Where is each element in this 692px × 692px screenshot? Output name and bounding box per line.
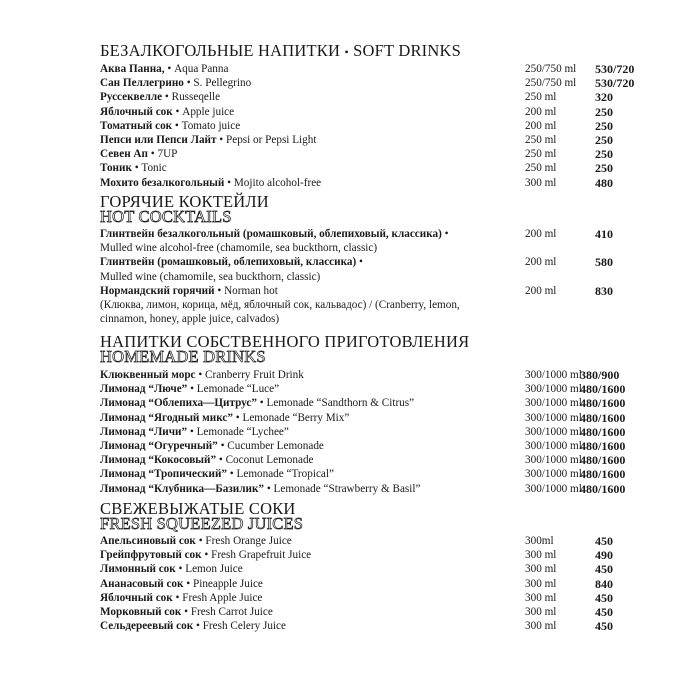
item-price: 450 [595,604,613,619]
item-volume: 200 ml [525,105,557,118]
list-item-translation [100,241,660,255]
section-title-ru: БЕЗАЛКОГОЛЬНЫЕ НАПИТКИ [100,41,341,60]
item-name-ru: Нормандский горячий [100,284,215,297]
item-description [100,298,660,312]
item-name-ru: Лимонад “Облепиха—Цитрус” [100,397,257,410]
separator-dot: • [174,119,179,132]
separator-dot: • [134,162,139,175]
item-volume: 200 ml [525,228,557,240]
item-name-en: Fresh Orange Juice [205,535,292,547]
item-name-ru: Морковный сок [100,605,182,618]
item-name-ru: Клюквенный морс [100,369,196,381]
list-item [100,147,660,161]
section-title [100,42,660,61]
item-price: 450 [595,534,613,548]
item-price: 480 [595,175,613,190]
list-item [100,425,660,439]
item-list [100,62,660,190]
item-name-ru: Лимонад “Личи” [100,425,188,438]
item-price: 480/1600 [580,453,626,468]
item-name-en: Cucumber Lemonade [227,439,324,452]
item-name-ru: Глинтвейн (ромашковый, облепиховый, классика) [100,256,357,269]
item-volume: 250 ml [525,133,557,146]
list-item [100,119,660,133]
section-title-ru: СВЕЖЕВЫЖАТЫЕ СОКИ [100,499,296,518]
item-volume: 250 ml [525,148,557,161]
item-price: 250 [595,147,613,162]
section-title-ru: НАПИТКИ СОБСТВЕННОГО ПРИГОТОВЛЕНИЯ [100,332,470,351]
item-price: 830 [595,283,613,298]
separator-dot: • [266,482,271,495]
item-name-en: Fresh Grapefruit Juice [211,549,312,562]
item-name-ru: Сельдереевый сок [100,620,194,633]
item-name-en: Aqua Panna [171,63,229,75]
item-name-ru: Тоник [100,162,132,175]
item-name-en: Lemon Juice [185,563,243,576]
item-name-en: Cranberry Fruit Drink [205,369,304,381]
separator-dot: • [227,176,232,189]
item-name-en: Tonic [141,162,167,175]
list-item [100,133,660,147]
section-homemade-drinks [100,333,660,496]
item-volume: 300/1000 ml [525,439,582,452]
list-item [100,482,660,496]
item-name-en: Lemonade “Luce” [196,383,280,396]
item-volume: 250/750 ml [525,63,577,75]
list-item [100,548,660,562]
list-item [100,591,660,605]
item-name-en: S. Pellegrino [193,77,252,90]
list-item [100,453,660,467]
item-name-en: Pepsi or Pepsi Light [226,133,317,146]
item-price: 480/1600 [580,467,626,482]
item-name-en: Pineapple Juice [192,577,263,590]
item-volume: 300 ml [525,620,557,633]
item-volume: 300/1000 ml [525,482,582,495]
item-price: 480/1600 [580,424,626,439]
item-volume: 300 ml [525,176,557,189]
separator-dot: • [178,563,183,576]
separator-dot: • [444,228,449,240]
item-price: 250 [595,104,613,119]
item-description-line: (Клюква, лимон, корица, мёд, яблочный сок, кальвадос) / (Cranberry, lemon, [100,298,460,311]
item-name-ru: Лимонад “Огуречный” [100,439,218,452]
item-name-en: Fresh Carrot Juice [190,605,273,618]
separator-dot: • [218,454,223,467]
item-volume: 250 ml [525,162,557,175]
item-name-en: Mojito alcohol-free [233,176,322,189]
item-price: 530/720 [595,62,635,76]
item-volume: 300 ml [525,577,557,590]
section-title-en: SOFT DRINKS [353,41,461,60]
list-item [100,396,660,410]
title-separator: • [344,45,349,59]
section-hot-cocktails [100,193,660,326]
separator-dot: • [198,369,203,381]
item-name-ru: Лимонад “Тропический” [100,468,227,481]
item-name-en: Lemonade “Tropical” [236,468,334,481]
item-volume: 300 ml [525,563,557,576]
item-volume: 300/1000 ml [525,369,582,381]
item-description [100,312,660,326]
item-name-ru: Ананасовый сок [100,577,184,590]
separator-dot: • [229,468,234,481]
item-price: 450 [595,590,613,605]
separator-dot: • [186,77,191,90]
separator-dot: • [167,63,172,75]
section-title-en: HOT COCKTAILS [100,207,232,226]
item-price: 450 [595,562,613,577]
item-name-ru: Лимонный сок [100,563,176,576]
list-item [100,76,660,90]
separator-dot: • [219,133,224,146]
list-item [100,161,660,175]
item-name-en: Fresh Celery Juice [202,620,286,633]
section-title-en: FRESH SQUEEZED JUICES [100,514,304,533]
item-name-en: Lemonade “Strawberry & Basil” [273,482,421,495]
section-title-en: HOMEMADE DRINKS [100,347,266,366]
separator-dot: • [186,577,191,590]
item-price: 580 [595,255,613,270]
item-name-en: Lemonade “Lychee” [196,425,289,438]
section-title-ru: ГОРЯЧИЕ КОКТЕЙЛИ [100,192,269,211]
item-name-ru: Глинтвейн безалкогольный (ромашковый, облепиховый, классика) [100,228,442,240]
item-volume: 250 ml [525,91,557,104]
item-volume: 200 ml [525,119,557,132]
list-item [100,439,660,453]
separator-dot: • [220,439,225,452]
list-item [100,619,660,633]
item-price: 410 [595,227,613,241]
item-volume: 300/1000 ml [525,397,582,410]
separator-dot: • [204,549,209,562]
list-item [100,577,660,591]
item-volume: 300 ml [525,605,557,618]
separator-dot: • [195,620,200,633]
list-item [100,255,660,269]
item-name-en: Norman hot [224,284,278,297]
item-name-ru: Яблочный сок [100,105,173,118]
item-name-en: Fresh Apple Juice [182,591,263,604]
item-name-en: 7UP [157,148,178,161]
item-name-ru: Томатный сок [100,119,173,132]
list-item [100,176,660,190]
item-volume: 300 ml [525,549,557,562]
item-volume: 300ml [525,535,554,547]
item-volume: 200 ml [525,284,557,297]
list-item [100,411,660,425]
item-price: 480/1600 [580,396,626,411]
item-volume: 300/1000 ml [525,468,582,481]
item-volume: 200 ml [525,256,557,269]
item-volume: 300/1000 ml [525,383,582,396]
item-name-en: Tomato juice [181,119,241,132]
item-volume: 300/1000 ml [525,454,582,467]
item-name-en: Mulled wine alcohol-free (chamomile, sea buckthorn, classic) [100,242,378,255]
item-name-en: Russeqelle [171,91,221,104]
item-name-en: Lemonade “Sandthorn & Citrus” [266,397,415,410]
item-name-ru: Грейпфрутовый сок [100,549,202,562]
item-name-ru: Апельсиновый сок [100,535,196,547]
item-name-ru: Аква Панна, [100,63,168,75]
item-price: 480/1600 [580,410,626,425]
item-name-ru: Лимонад “Кокосовый” [100,454,217,467]
item-list [100,227,660,326]
separator-dot: • [217,284,222,297]
list-item [100,562,660,576]
item-name-ru: Руссеквелле [100,91,163,104]
item-price: 480/1600 [580,481,626,496]
separator-dot: • [150,148,155,161]
list-item [100,467,660,481]
item-name-ru: Севен Ап [100,148,148,161]
item-volume: 300/1000 ml [525,425,582,438]
item-price: 320 [595,90,613,105]
list-item [100,105,660,119]
section-soft-drinks [100,42,660,190]
list-item [100,62,660,76]
separator-dot: • [164,91,169,104]
item-price: 250 [595,118,613,133]
item-list [100,368,660,496]
item-name-ru: Лимонад “Клубника—Базилик” [100,482,265,495]
item-price: 250 [595,132,613,147]
item-price: 840 [595,576,613,591]
list-item [100,227,660,241]
separator-dot: • [184,605,189,618]
item-name-en: Mulled wine (chamomile, sea buckthorn, classic) [100,270,321,283]
separator-dot: • [259,397,264,410]
item-volume: 250/750 ml [525,77,577,90]
item-name-ru: Мохито безалкогольный [100,176,225,189]
separator-dot: • [175,591,180,604]
item-price: 380/900 [580,368,620,382]
item-list [100,534,660,633]
item-name-ru: Сан Пеллегрино [100,77,184,90]
item-price: 480/1600 [580,438,626,453]
item-volume: 300/1000 ml [525,411,582,424]
item-name-en: Coconut Lemonade [225,454,314,467]
item-name-en: Lemonade “Berry Mix” [242,411,350,424]
item-name-en: Apple juice [182,105,235,118]
item-description-line: cinnamon, honey, apple juice, calvados) [100,313,280,326]
list-item [100,534,660,548]
separator-dot: • [198,535,203,547]
list-item-translation [100,270,660,284]
list-item [100,284,660,298]
separator-dot: • [189,425,194,438]
separator-dot: • [190,383,194,396]
item-name-ru: Пепси или Пепси Лайт [100,133,217,146]
item-name-ru: Лимонад “Люче” [100,383,188,396]
item-price: 250 [595,161,613,176]
item-name-ru: Лимонад “Ягодный микс” [100,411,233,424]
item-price: 490 [595,548,613,563]
item-price: 480/1600 [580,382,626,397]
item-volume: 300 ml [525,591,557,604]
section-fresh-juices [100,500,660,633]
item-price: 530/720 [595,76,635,91]
separator-dot: • [175,105,180,118]
item-name-ru: Яблочный сок [100,591,173,604]
list-item [100,90,660,104]
list-item [100,605,660,619]
separator-dot: • [358,256,363,269]
list-item [100,382,660,396]
item-price: 450 [595,619,613,634]
separator-dot: • [235,411,240,424]
list-item [100,368,660,382]
